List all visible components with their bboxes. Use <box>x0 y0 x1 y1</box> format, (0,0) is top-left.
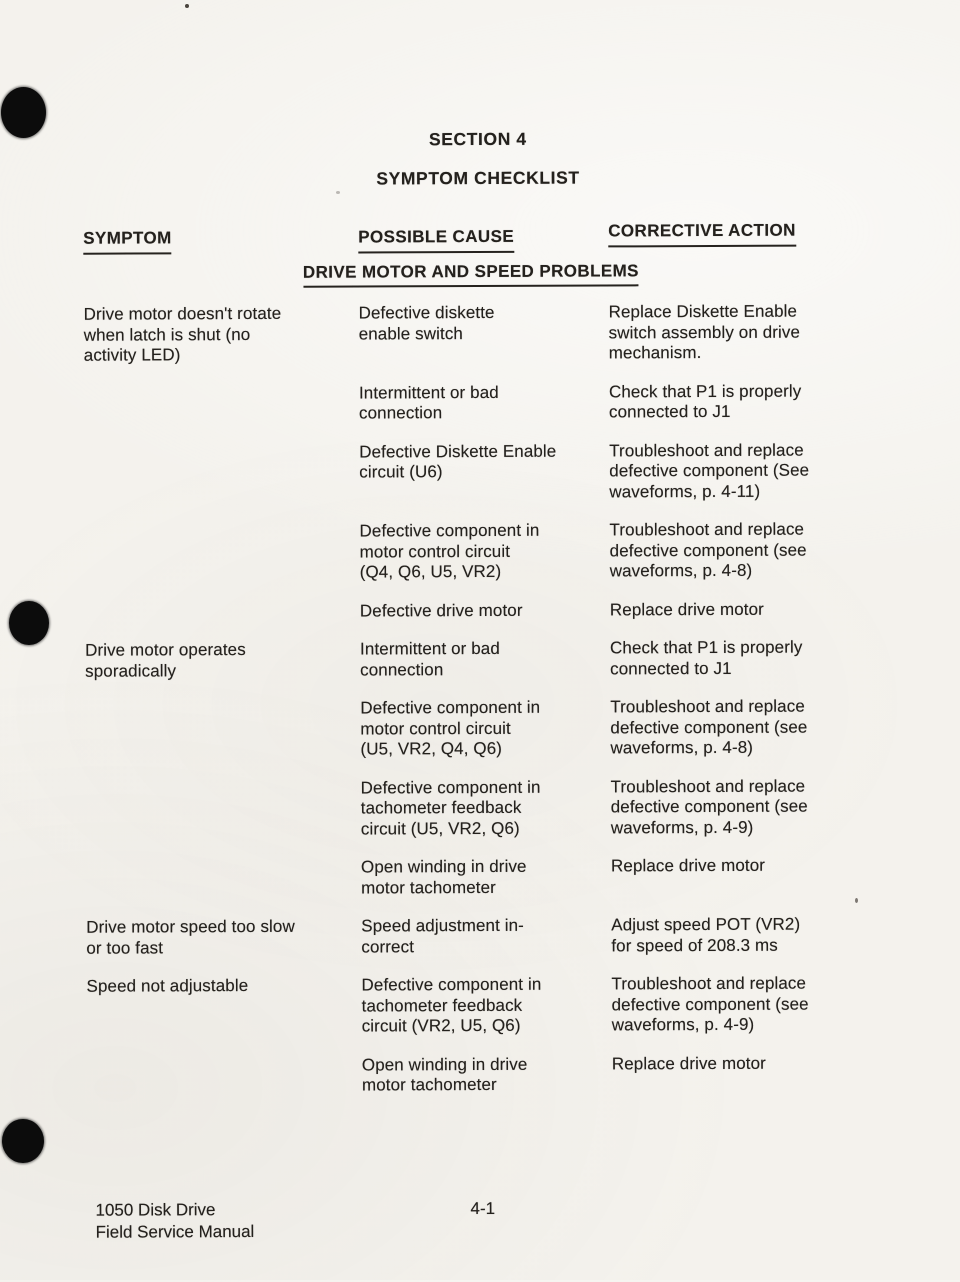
cause-cell: Intermittent or bad connection <box>358 382 499 423</box>
table-row <box>84 381 884 425</box>
action-cell: Troubleshoot and replace defective component (see waveforms, p. 4-8) <box>609 519 807 581</box>
symptom-cell <box>85 699 360 762</box>
table-row <box>86 914 886 958</box>
table-row <box>84 519 884 584</box>
action-cell: Check that P1 is properly connected to J1 <box>609 637 803 678</box>
table-row <box>84 440 884 505</box>
action-cell: Replace drive motor <box>610 855 766 876</box>
cause-cell: Defective component in motor control circuit (Q4, Q6, U5, VR2) <box>359 520 540 582</box>
action-cell: Troubleshoot and replace defective component (see waveforms, p. 4-8) <box>610 696 808 758</box>
table-row <box>85 637 885 681</box>
page-footer <box>2 1196 960 1242</box>
cause-cell: Defective Diskette Enable circuit (U6) <box>359 441 557 482</box>
table-row <box>85 696 885 761</box>
symptom-cell: Drive motor speed too slow or too fast <box>86 916 295 958</box>
action-cell: Troubleshoot and replace defective component (see waveforms, p. 4-9) <box>611 973 809 1035</box>
table-row <box>86 776 886 841</box>
cause-cell: Defective drive motor <box>359 600 523 621</box>
action-cell: Replace drive motor <box>609 599 764 619</box>
manual-title-line1: 1050 Disk Drive <box>95 1200 216 1220</box>
symptom-cell <box>86 778 361 841</box>
column-header-corrective-action: CORRECTIVE ACTION <box>608 221 796 247</box>
symptom-table <box>0 301 960 1116</box>
symptom-cell <box>84 383 359 425</box>
table-header-row <box>83 220 960 255</box>
table-row <box>85 599 885 623</box>
page-title: SYMPTOM CHECKLIST <box>376 167 580 189</box>
cause-cell: Defective diskette enable switch <box>358 302 495 344</box>
cause-cell: Intermittent or bad connection <box>359 638 500 680</box>
action-cell: Troubleshoot and replace defective component (See waveforms, p. 4-11) <box>609 440 810 501</box>
symptom-cell: Drive motor doesn't rotate when latch is shut (no activity LED) <box>83 303 282 365</box>
table-row <box>86 855 886 899</box>
section-title: SECTION 4 <box>428 128 527 150</box>
column-header-symptom: SYMPTOM <box>83 228 172 254</box>
table-row <box>87 1053 887 1097</box>
symptom-cell <box>86 858 361 900</box>
cause-cell: Speed adjustment in- correct <box>361 915 524 957</box>
action-cell: Check that P1 is properly connected to J1 <box>608 381 802 422</box>
symptom-cell: Drive motor operates sporadically <box>84 640 246 681</box>
cause-cell: Defective component in tachometer feedback circuit (U5, VR2, Q6) <box>360 777 541 839</box>
symptom-cell: Speed not adjustable <box>86 976 249 996</box>
page-number: 4-1 <box>470 1198 496 1219</box>
table-row <box>86 973 886 1038</box>
action-cell: Replace Diskette Enable switch assembly on drive mechanism. <box>608 301 801 363</box>
action-cell: Replace drive motor <box>611 1053 766 1073</box>
cause-cell: Open winding in drive motor tachometer <box>360 856 527 898</box>
cause-cell: Defective component in tachometer feedback circuit (VR2, U5, Q6) <box>361 974 542 1036</box>
table-section-heading <box>0 260 943 289</box>
action-cell: Troubleshoot and replace defective component (see waveforms, p. 4-9) <box>610 776 808 837</box>
cause-cell: Open winding in drive motor tachometer <box>361 1054 528 1095</box>
symptom-cell <box>84 522 359 585</box>
symptom-cell <box>87 1055 362 1097</box>
symptom-cell <box>84 442 359 505</box>
table-title: DRIVE MOTOR AND SPEED PROBLEMS <box>303 261 639 287</box>
table-row <box>84 301 884 366</box>
cause-cell: Defective component in motor control circuit (U5, VR2, Q4, Q6) <box>360 697 541 759</box>
manual-title-line2: Field Service Manual <box>95 1221 255 1242</box>
column-header-possible-cause: POSSIBLE CAUSE <box>358 227 514 253</box>
symptom-cell <box>85 601 360 623</box>
action-cell: Adjust speed POT (VR2) for speed of 208.3 ms <box>611 914 801 955</box>
